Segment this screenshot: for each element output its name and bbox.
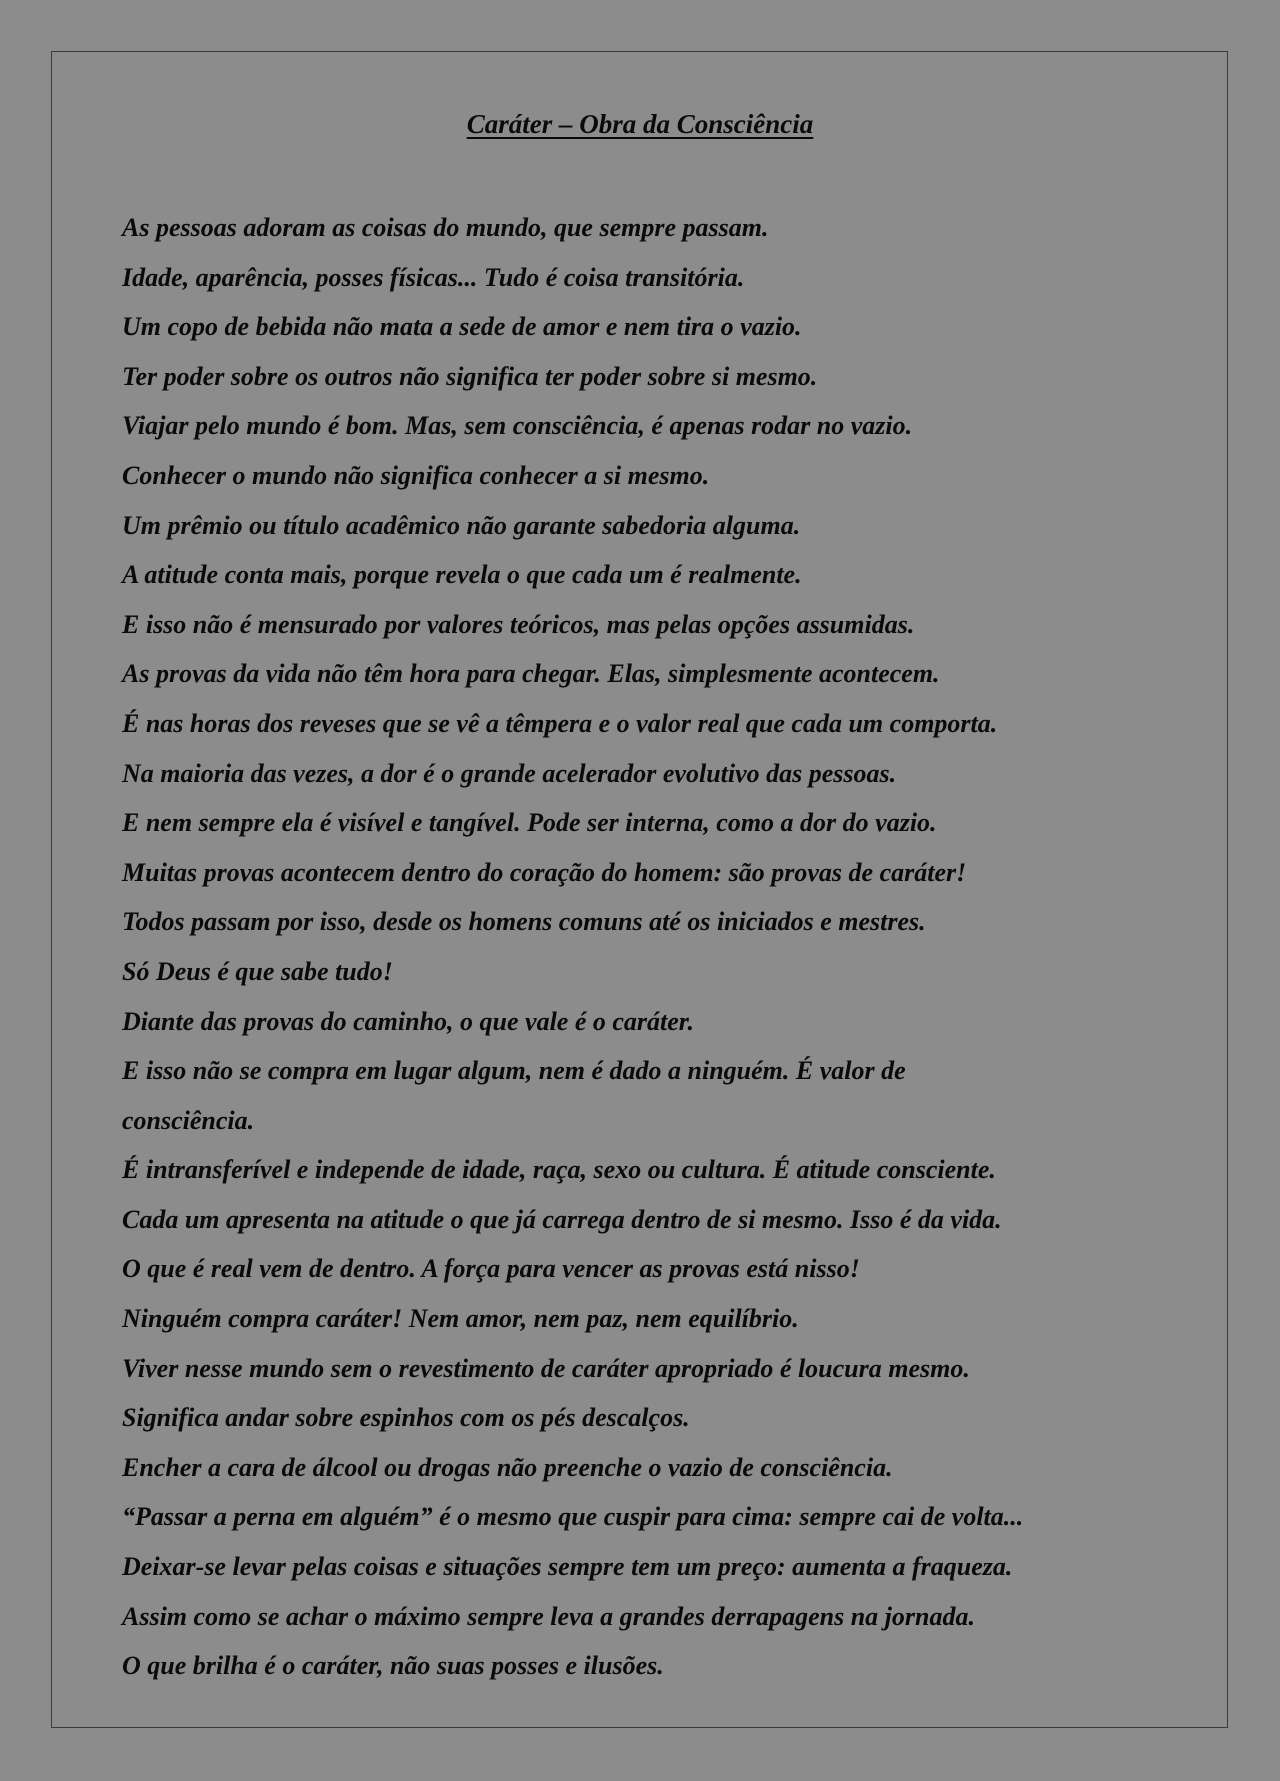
poem-line: Diante das provas do caminho, o que vale é o caráter. [122,1006,694,1036]
poem-line: Muitas provas acontecem dentro do coração do homem: são provas de caráter! [122,857,967,887]
poem-line: Significa andar sobre espinhos com os pés descalços. [122,1403,690,1433]
poem-line: Viver nesse mundo sem o revestimento de caráter apropriado é loucura mesmo. [122,1353,970,1383]
poem-line: E isso não se compra em lugar algum, nem é dado a ninguém. É valor de [122,1056,906,1086]
poem-line: É nas horas dos reveses que se vê a têmpera e o valor real que cada um comporta. [122,708,998,738]
poem-line: Na maioria das vezes, a dor é o grande acelerador evolutivo das pessoas. [122,758,897,788]
poem-line: E nem sempre ela é visível e tangível. Pode ser interna, como a dor do vazio. [122,808,937,838]
poem-line: Viajar pelo mundo é bom. Mas, sem consciência, é apenas rodar no vazio. [122,411,913,441]
poem-line: Todos passam por isso, desde os homens comuns até os iniciados e mestres. [122,907,926,937]
poem-line: Só Deus é que sabe tudo! [122,956,393,986]
poem-line: A atitude conta mais, porque revela o que cada um é realmente. [122,560,802,590]
poem-line: Ter poder sobre os outros não significa ter poder sobre si mesmo. [122,361,818,391]
poem-line: O que brilha é o caráter, não suas posses e ilusões. [122,1651,664,1681]
poem-line: E isso não é mensurado por valores teóricos, mas pelas opções assumidas. [122,609,915,639]
document-title-heading [0,106,1280,142]
poem-line: O que é real vem de dentro. A força para vencer as provas está nisso! [122,1254,860,1284]
poem-line: consciência. [122,1105,255,1135]
poem-line: As provas da vida não têm hora para chegar. Elas, simplesmente acontecem. [122,659,940,689]
poem-line: Cada um apresenta na atitude o que já carrega dentro de si mesmo. Isso é da vida. [122,1204,1002,1234]
poem-line: Assim como se achar o máximo sempre leva a grandes derrapagens na jornada. [122,1601,975,1631]
poem-line: Conhecer o mundo não significa conhecer a si mesmo. [122,460,710,490]
poem-line: Um prêmio ou título acadêmico não garante sabedoria alguma. [122,510,801,540]
poem-line: Encher a cara de álcool ou drogas não preenche o vazio de consciência. [122,1452,893,1482]
poem-line: “Passar a perna em alguém” é o mesmo que cuspir para cima: sempre cai de volta... [122,1502,1024,1532]
poem-line: Idade, aparência, posses físicas... Tudo é coisa transitória. [122,262,745,292]
poem-line: As pessoas adoram as coisas do mundo, que sempre passam. [122,213,769,242]
poem-line: Ninguém compra caráter! Nem amor, nem paz, nem equilíbrio. [122,1304,799,1334]
poem-line: Deixar-se levar pelas coisas e situações sempre tem um preço: aumenta a fraqueza. [122,1552,1013,1582]
poem-line: Um copo de bebida não mata a sede de amor e nem tira o vazio. [122,312,802,342]
poem-line: É intransferível e independe de idade, raça, sexo ou cultura. É atitude consciente. [122,1155,996,1185]
poem-lines [122,203,1202,1691]
document-title: Caráter – Obra da Consciência [466,109,814,139]
